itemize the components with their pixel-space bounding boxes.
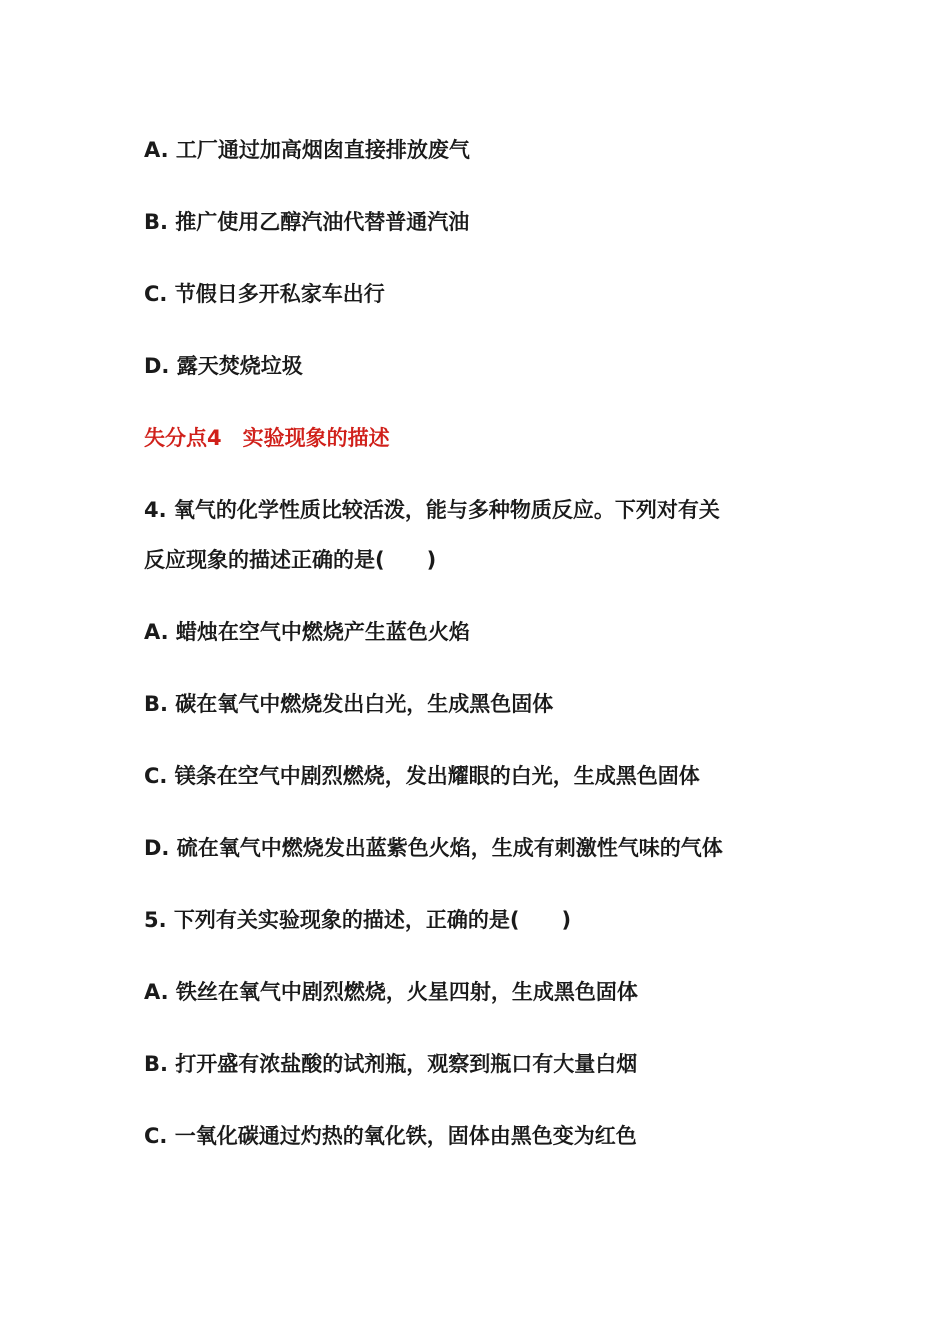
option-b: B. 碳在氧气中燃烧发出白光，生成黑色固体	[144, 692, 554, 716]
question-stem-line-2: 反应现象的描述正确的是( )	[144, 548, 437, 572]
section-heading: 失分点4 实验现象的描述	[144, 426, 390, 450]
option-b: B. 推广使用乙醇汽油代替普通汽油	[144, 210, 470, 234]
option-c: C. 镁条在空气中剧烈燃烧，发出耀眼的白光，生成黑色固体	[144, 764, 700, 788]
question-stem: 5. 下列有关实验现象的描述，正确的是( )	[144, 908, 572, 932]
option-b: B. 打开盛有浓盐酸的试剂瓶，观察到瓶口有大量白烟	[144, 1052, 638, 1076]
option-d: D. 硫在氧气中燃烧发出蓝紫色火焰，生成有刺激性气味的气体	[144, 836, 723, 860]
option-c: C. 节假日多开私家车出行	[144, 282, 385, 306]
option-a: A. 蜡烛在空气中燃烧产生蓝色火焰	[144, 620, 470, 644]
question-stem-line-1: 4. 氧气的化学性质比较活泼，能与多种物质反应。下列对有关	[144, 498, 720, 522]
option-a: A. 铁丝在氧气中剧烈燃烧，火星四射，生成黑色固体	[144, 980, 638, 1004]
option-c: C. 一氧化碳通过灼热的氧化铁，固体由黑色变为红色	[144, 1124, 637, 1148]
option-a: A. 工厂通过加高烟囱直接排放废气	[144, 138, 470, 162]
option-d: D. 露天焚烧垃圾	[144, 354, 303, 378]
